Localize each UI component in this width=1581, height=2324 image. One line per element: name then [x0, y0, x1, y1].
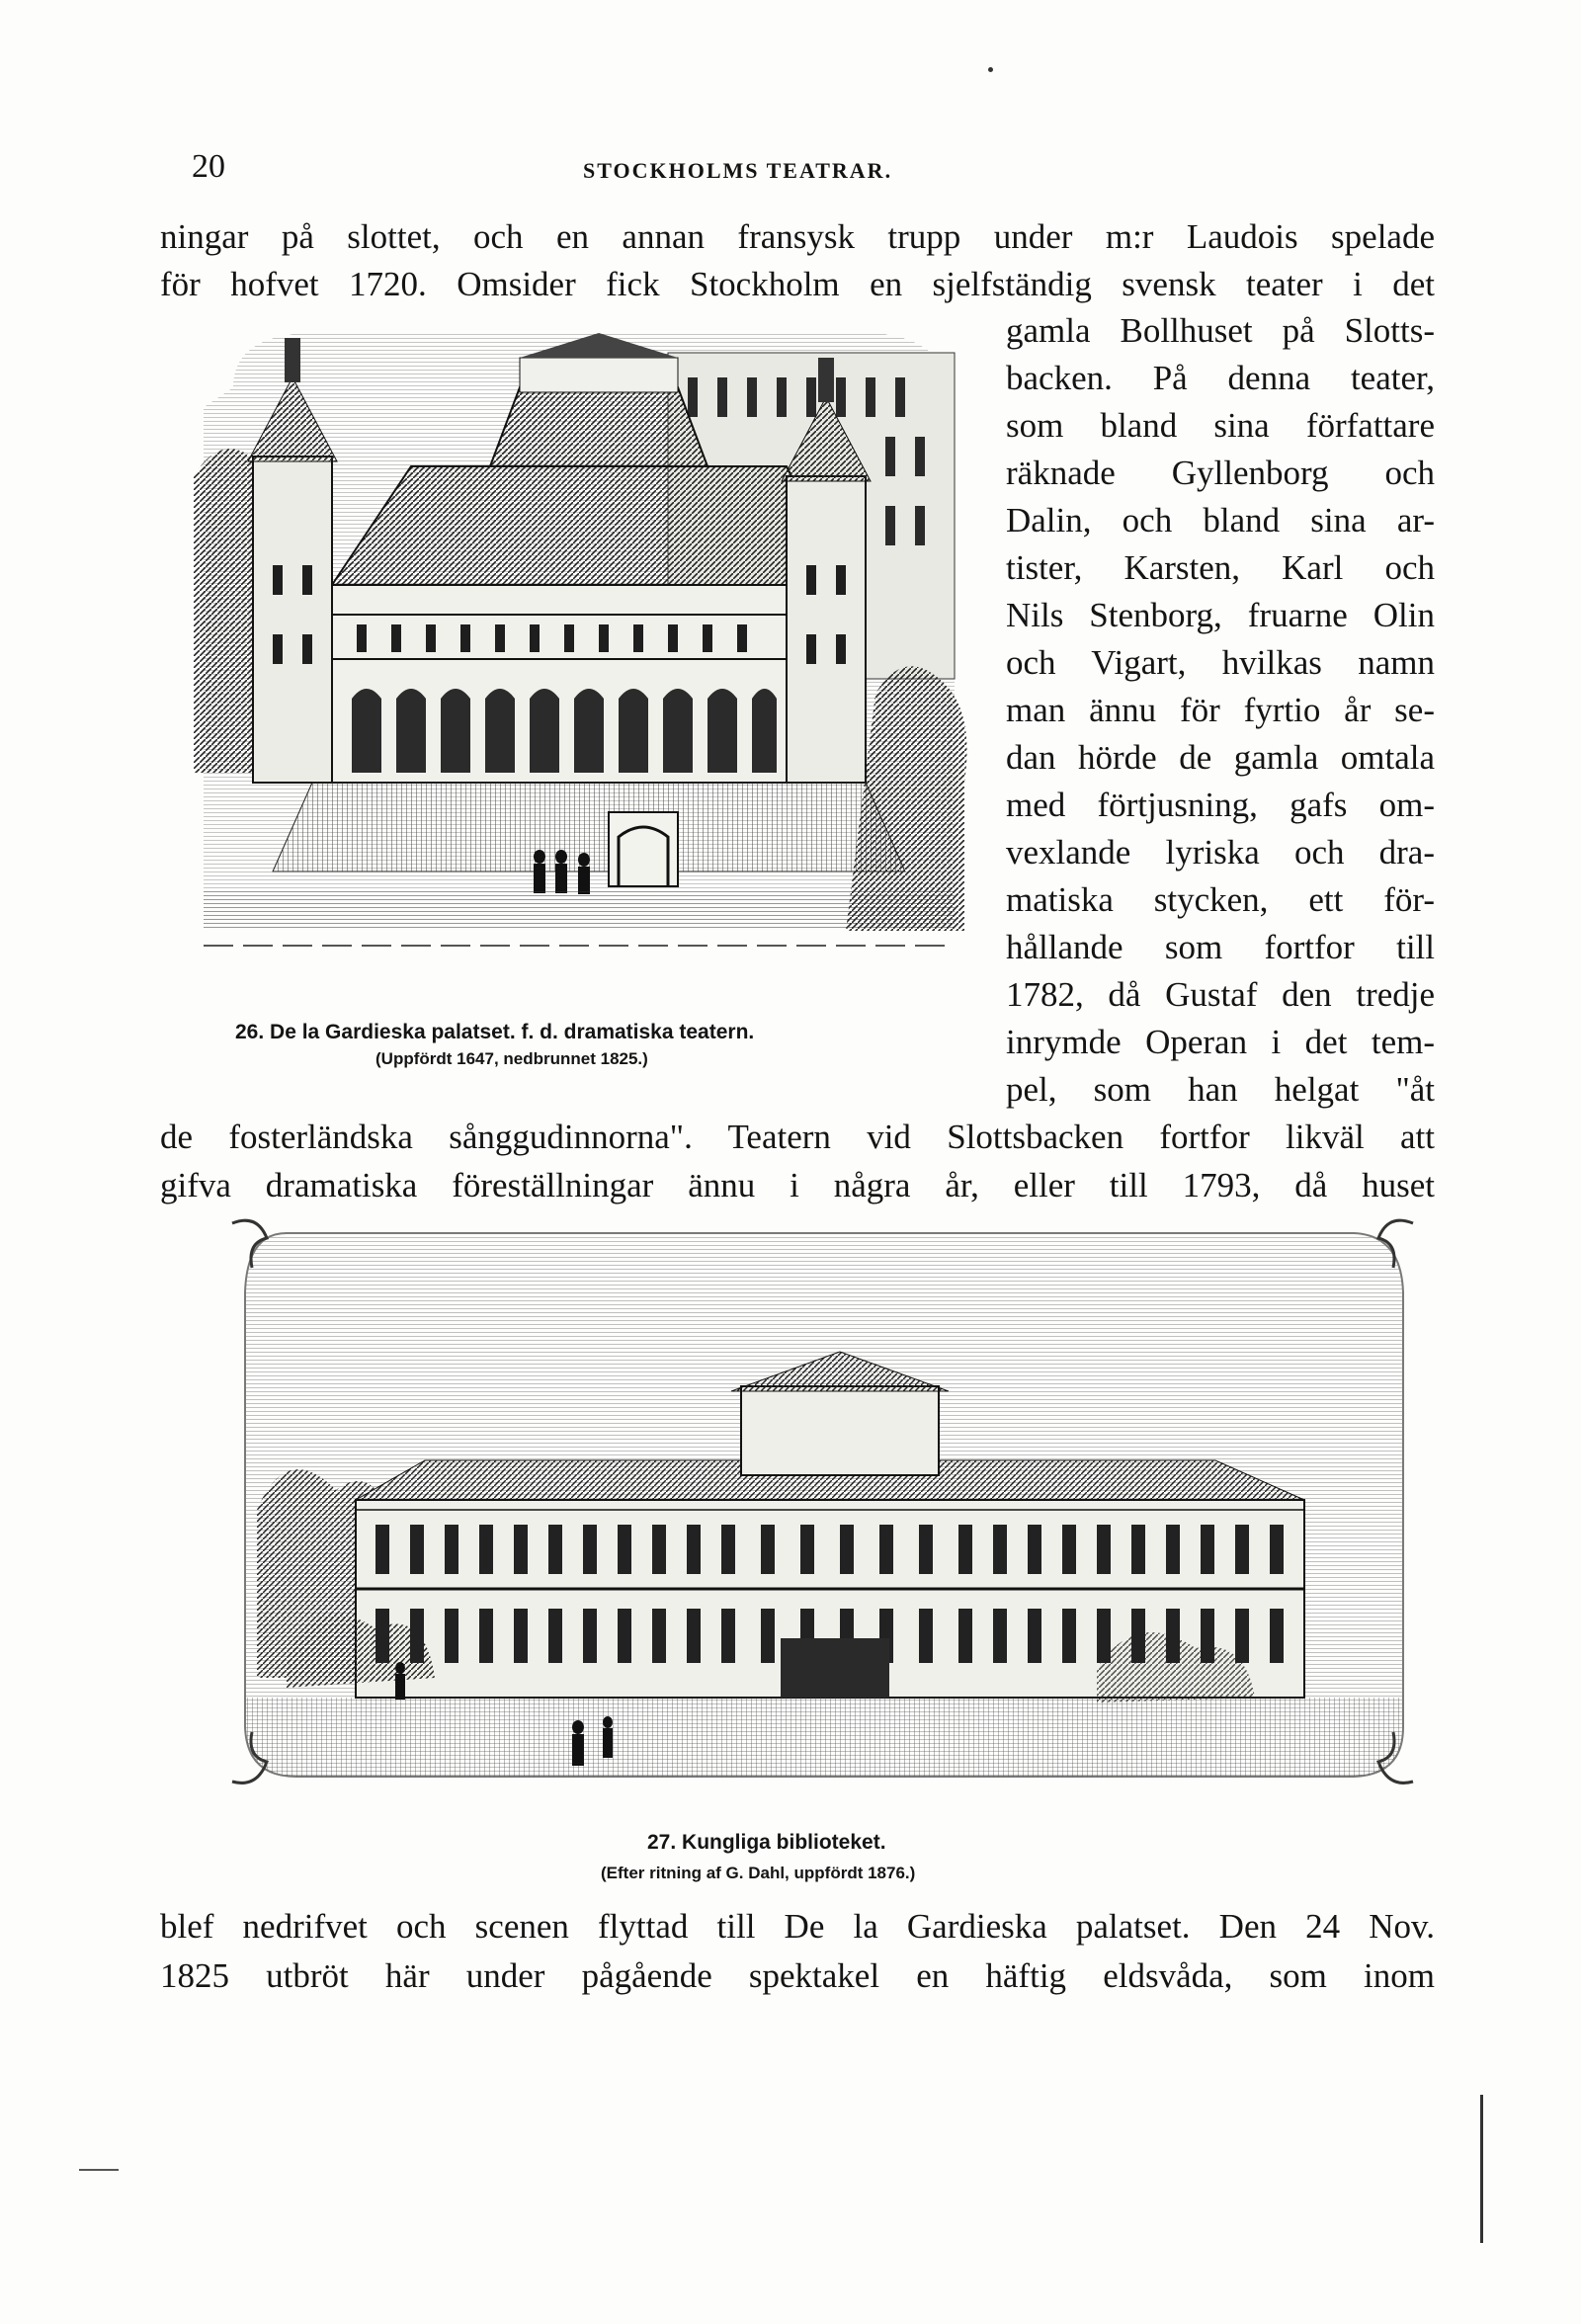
- column-line: inrymde Operan i det tem-: [1006, 1023, 1435, 1061]
- column-line: som bland sina författare: [1006, 406, 1435, 445]
- column-line: Nils Stenborg, fruarne Olin: [1006, 596, 1435, 634]
- column-line: man ännu för fyrtio år se-: [1006, 691, 1435, 729]
- column-line: med förtjusning, gafs om-: [1006, 786, 1435, 824]
- body-line: de fosterländska sånggudinnorna". Teatern vid Slottsbacken fortfor likväl att: [160, 1118, 1435, 1156]
- figure-26-caption: 26. De la Gardieska palatset. f. d. dramatiska teatern.: [235, 1021, 755, 1043]
- scan-mark: [988, 67, 993, 72]
- column-line: räknade Gyllenborg och: [1006, 454, 1435, 492]
- column-line: dan hörde de gamla omtala: [1006, 738, 1435, 777]
- running-head: STOCKHOLMS TEATRAR.: [583, 158, 893, 183]
- body-line: ningar på slottet, och en annan fransysk trupp under m:r Laudois spelade: [160, 217, 1435, 256]
- illustration-kungliga-biblioteket: [227, 1213, 1419, 1788]
- figure-26-subcaption: (Uppfördt 1647, nedbrunnet 1825.): [375, 1049, 648, 1068]
- column-line: matiska stycken, ett för-: [1006, 880, 1435, 919]
- body-line: 1825 utbröt här under pågående spektakel en häftig eldsvåda, som inom: [160, 1956, 1435, 1995]
- illustration-de-la-gardieska-palatset: [194, 318, 984, 975]
- column-line: hållande som fortfor till: [1006, 928, 1435, 966]
- column-line: och Vigart, hvilkas namn: [1006, 643, 1435, 682]
- column-line: pel, som han helgat "åt: [1006, 1070, 1435, 1109]
- page-number: 20: [192, 148, 225, 185]
- body-line: blef nedrifvet och scenen flyttad till De la Gardieska palatset. Den 24 Nov.: [160, 1907, 1435, 1946]
- column-line: tister, Karsten, Karl och: [1006, 548, 1435, 587]
- column-line: Dalin, och bland sina ar-: [1006, 501, 1435, 540]
- body-line: gifva dramatiska föreställningar ännu i några år, eller till 1793, då huset: [160, 1166, 1435, 1204]
- figure-27-subcaption: (Efter ritning af G. Dahl, uppfördt 1876.): [601, 1864, 916, 1882]
- figure-27-caption: 27. Kungliga biblioteket.: [647, 1831, 886, 1854]
- scan-mark: [1480, 2095, 1483, 2243]
- body-line: för hofvet 1720. Omsider fick Stockholm en sjelfständig svensk teater i det: [160, 265, 1435, 303]
- column-line: vexlande lyriska och dra-: [1006, 833, 1435, 872]
- column-line: 1782, då Gustaf den tredje: [1006, 975, 1435, 1014]
- column-line: backen. På denna teater,: [1006, 359, 1435, 397]
- scan-mark: [79, 2169, 119, 2171]
- column-line: gamla Bollhuset på Slotts-: [1006, 311, 1435, 350]
